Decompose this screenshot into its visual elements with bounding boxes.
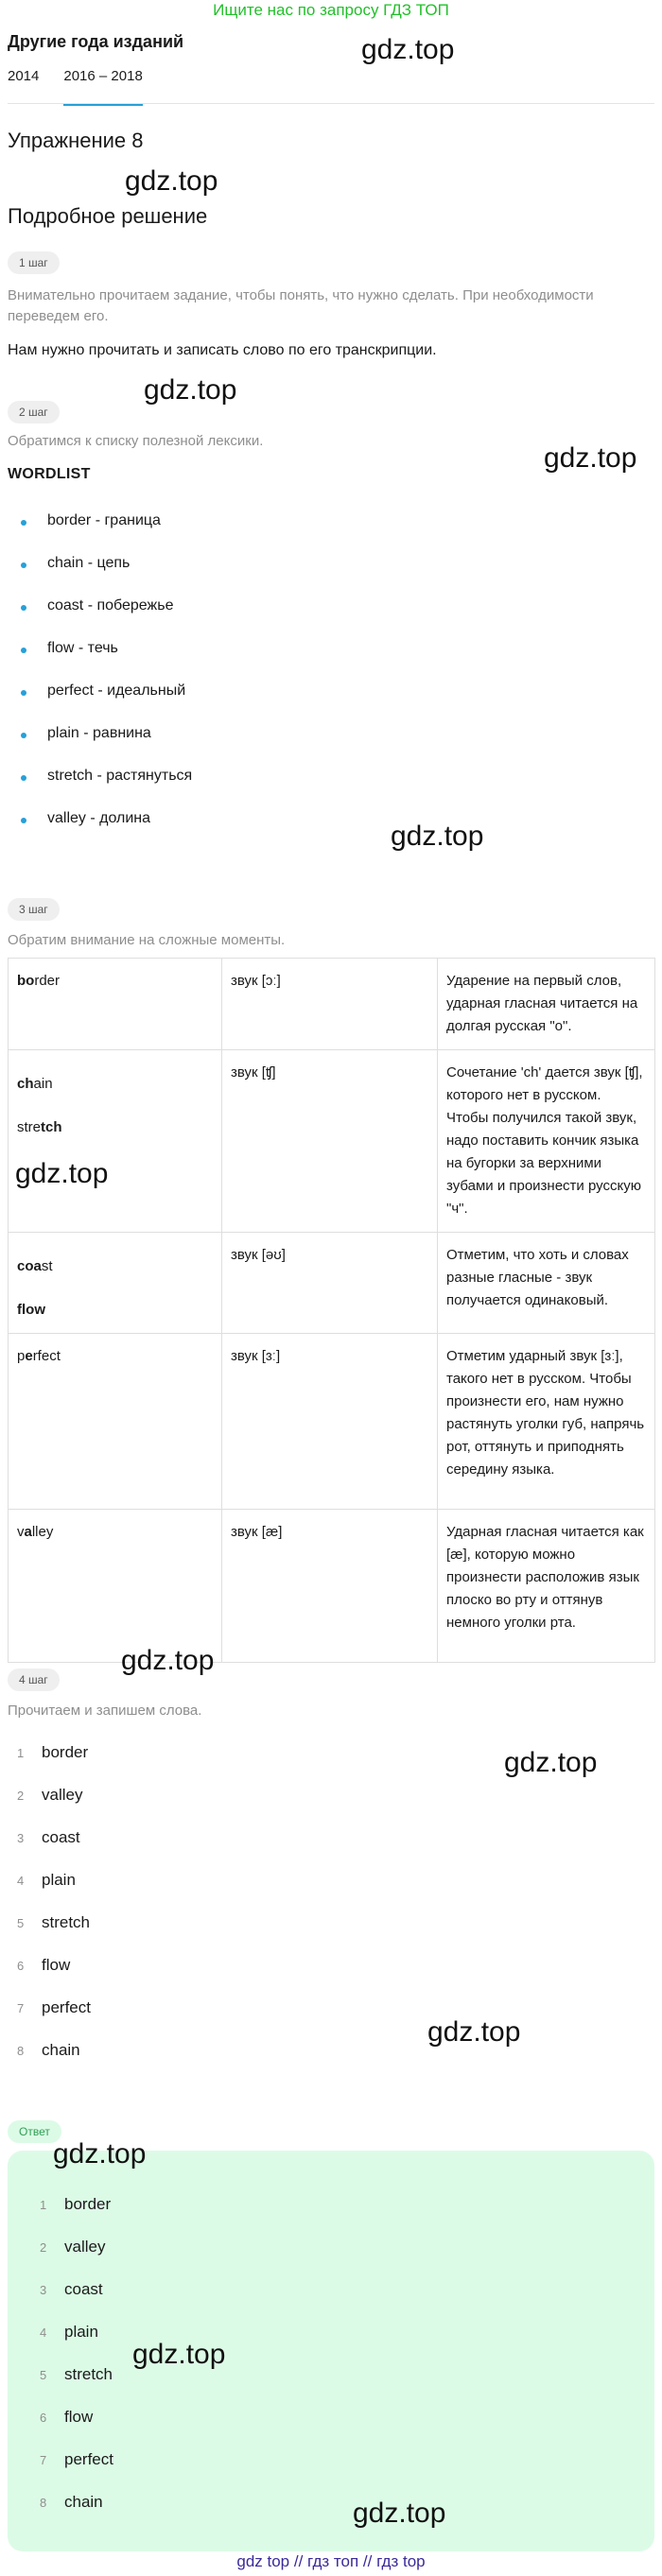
list-item: 3 coast: [17, 1828, 80, 1846]
word-cell: [9, 959, 222, 1050]
edition-tabs: [8, 68, 167, 106]
list-item: 8 chain: [40, 2493, 103, 2511]
bullet-dot-icon: [21, 690, 26, 696]
bullet-dot-icon: [21, 648, 26, 653]
step-2-badge: 2 шаг: [8, 401, 60, 424]
watermark: gdz.top: [427, 2016, 521, 2048]
step-3-note: Обратим внимание на сложные моменты.: [8, 932, 286, 948]
footer-separator: //: [362, 2552, 373, 2570]
list-item: 5 stretch: [40, 2365, 113, 2383]
footer-links: [0, 2552, 662, 2571]
step-2-note: Обратимся к списку полезной лексики.: [8, 433, 264, 449]
list-item: 7 perfect: [17, 1998, 91, 2016]
list-item: 6 flow: [40, 2408, 94, 2426]
list-item: 2 valley: [40, 2238, 106, 2256]
footer-link[interactable]: гдз топ: [307, 2552, 359, 2570]
answer-badge: Ответ: [8, 2120, 61, 2143]
step-4-badge: 4 шаг: [8, 1668, 60, 1691]
tab-2014[interactable]: 2014: [8, 68, 40, 84]
watermark: gdz.top: [353, 2498, 446, 2529]
list-item: 3 coast: [40, 2280, 103, 2298]
bullet-dot-icon: [21, 520, 26, 526]
word: stretch: [17, 1119, 62, 1135]
table-row: [9, 1050, 655, 1233]
word-cell: [9, 1334, 222, 1510]
list-item: stretch - растянуться: [8, 768, 192, 810]
bullet-dot-icon: [21, 562, 26, 568]
editions-title: Другие года изданий: [8, 32, 184, 51]
comment-cell: Ударная гласная читается как [æ], которую можно произнести расположив язык плоско во рту и оттянув немного уголки рта.: [438, 1510, 655, 1663]
step-3-badge: 3 шаг: [8, 898, 60, 921]
watermark: gdz.top: [125, 165, 218, 197]
bullet-dot-icon: [21, 818, 26, 823]
list-item: perfect - идеальный: [8, 683, 192, 725]
watermark: gdz.top: [504, 1747, 598, 1778]
list-item: 8 chain: [17, 2041, 80, 2059]
list-item: 4 plain: [17, 1871, 76, 1889]
list-item: flow - течь: [8, 640, 192, 683]
list-item: chain - цепь: [8, 555, 192, 597]
footer-link[interactable]: гдз top: [376, 2552, 426, 2570]
list-item: valley - долина: [8, 810, 192, 853]
word: flow: [17, 1302, 45, 1318]
word: valley: [17, 1524, 54, 1540]
word: border: [17, 973, 61, 989]
word: perfect: [17, 1348, 61, 1364]
comment-cell: Отметим ударный звук [ɜː], такого нет в русском. Чтобы произнести его, нам нужно растянуть уголки губ, напрячь рот, оттянуть и приподнять середину языка.: [438, 1334, 655, 1510]
list-item: 7 perfect: [40, 2450, 113, 2468]
word: coast: [17, 1258, 53, 1274]
list-item: coast - побережье: [8, 597, 192, 640]
bullet-dot-icon: [21, 605, 26, 611]
step-1-text: Нам нужно прочитать и записать слово по его транскрипции.: [8, 342, 437, 358]
bullet-dot-icon: [21, 733, 26, 738]
top-banner[interactable]: Ищите нас по запросу ГДЗ ТОП: [213, 1, 449, 19]
answer-list: [30, 2195, 113, 2535]
list-item: 6 flow: [17, 1956, 71, 1974]
sound-cell: звук [ɜː]: [222, 1334, 438, 1510]
comment-cell: Сочетание 'ch' дается звук [ʧ], которого нет в русском. Чтобы получился такой звук, надо поставить кончик языка на бугорки за верхними зубами и произнести русскую "ч".: [438, 1050, 655, 1233]
wordlist-title: WORDLIST: [8, 466, 91, 482]
watermark: gdz.top: [544, 442, 637, 474]
list-item: 1 border: [40, 2195, 112, 2213]
comment-cell: Ударение на первый слов, ударная гласная читается на долгая русская "о".: [438, 959, 655, 1050]
table-row: [9, 1233, 655, 1334]
sound-cell: звук [ɔː]: [222, 959, 438, 1050]
table-row: [9, 1510, 655, 1663]
comment-cell: Отметим, что хоть и словах разные гласные - звук получается одинаковый.: [438, 1233, 655, 1334]
tab-2016-2018[interactable]: 2016 – 2018: [63, 68, 142, 106]
watermark: gdz.top: [361, 34, 455, 65]
step-4-note: Прочитаем и запишем слова.: [8, 1703, 202, 1719]
word-cell: [9, 1233, 222, 1334]
pronunciation-table: [8, 958, 655, 1663]
wordlist: [8, 512, 192, 853]
table-row: [9, 1334, 655, 1510]
list-item: border - граница: [8, 512, 192, 555]
solution-title: Подробное решение: [8, 204, 208, 228]
step-1-badge: 1 шаг: [8, 251, 60, 274]
list-item: 1 border: [17, 1743, 89, 1761]
watermark: gdz.top: [53, 2138, 147, 2170]
footer-link[interactable]: gdz top: [236, 2552, 290, 2570]
sound-cell: звук [ʧ]: [222, 1050, 438, 1233]
tabs-divider: [8, 103, 654, 104]
bullet-dot-icon: [21, 775, 26, 781]
watermark: gdz.top: [121, 1645, 215, 1676]
word-cell: [9, 1510, 222, 1663]
list-item: 4 plain: [40, 2323, 98, 2341]
exercise-title: Упражнение 8: [8, 129, 144, 152]
watermark: gdz.top: [144, 374, 237, 406]
words-list: [8, 1743, 91, 2083]
watermark: gdz.top: [15, 1158, 109, 1189]
word-cell: [9, 1050, 222, 1233]
table-row: [9, 959, 655, 1050]
list-item: 2 valley: [17, 1786, 83, 1804]
sound-cell: звук [əʊ]: [222, 1233, 438, 1334]
watermark: gdz.top: [391, 821, 484, 852]
step-1-note: Внимательно прочитаем задание, чтобы понять, что нужно сделать. При необходимости переведем его.: [8, 287, 594, 324]
word: chain: [17, 1076, 53, 1092]
sound-cell: звук [æ]: [222, 1510, 438, 1663]
list-item: 5 stretch: [17, 1913, 91, 1931]
footer-separator: //: [293, 2552, 304, 2570]
list-item: plain - равнина: [8, 725, 192, 768]
watermark: gdz.top: [132, 2339, 226, 2370]
